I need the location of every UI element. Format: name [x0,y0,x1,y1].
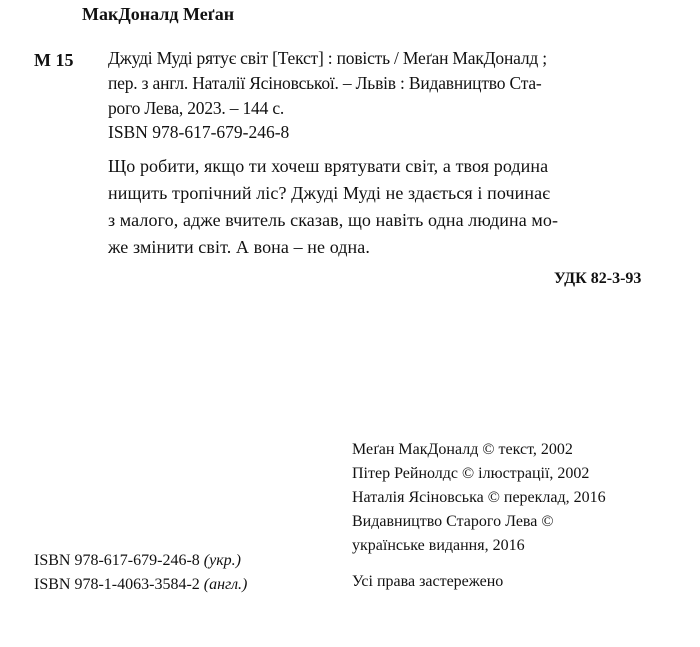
annotation-line: Що робити, якщо ти хочеш врятувати світ, а твоя родина [108,156,549,176]
copyright-line: Пітер Рейнолдс © ілюстрації, 2002 [352,465,590,482]
bibliographic-line: пер. з англ. Наталії Ясіновської. – Львів : Видавництво Ста- [108,73,542,93]
annotation-line: же змінити світ. А вона – не одна. [108,237,370,257]
udk-code: УДК 82-3-93 [554,270,642,287]
annotation-text [108,153,558,261]
author-heading: МакДоналд Меґан [82,4,235,24]
bibliographic-line: Джуді Муді рятує світ [Текст] : повість / Меґан МакДоналд ; [108,48,547,68]
rights-notice: Усі права застережено [352,573,504,590]
isbn-number: ISBN 978-1-4063-3584-2 [34,576,200,593]
isbn-list [34,549,247,597]
annotation-line: з малого, адже вчитель сказав, що навіть одна людина мо- [108,210,559,230]
copyright-line: українське видання, 2016 [352,537,525,554]
bibliographic-line: рого Лева, 2023. – 144 с. [108,98,285,118]
annotation-line: нищить тропічний ліс? Джуді Муді не здається і починає [108,183,551,203]
isbn-language: (англ.) [203,576,248,593]
bibliographic-description [108,46,547,121]
isbn-entry-ukr [34,549,247,573]
isbn-language: (укр.) [203,552,242,569]
copyright-line: Меґан МакДоналд © текст, 2002 [352,441,573,458]
copyright-block [352,438,606,558]
copyright-line: Видавництво Старого Лева © [352,513,554,530]
copyright-line: Наталія Ясіновська © переклад, 2016 [352,489,606,506]
isbn-number: ISBN 978-617-679-246-8 [34,552,200,569]
catalog-code: М 15 [34,50,74,70]
main-isbn: ISBN 978-617-679-246-8 [108,122,290,142]
isbn-entry-eng [34,573,247,597]
